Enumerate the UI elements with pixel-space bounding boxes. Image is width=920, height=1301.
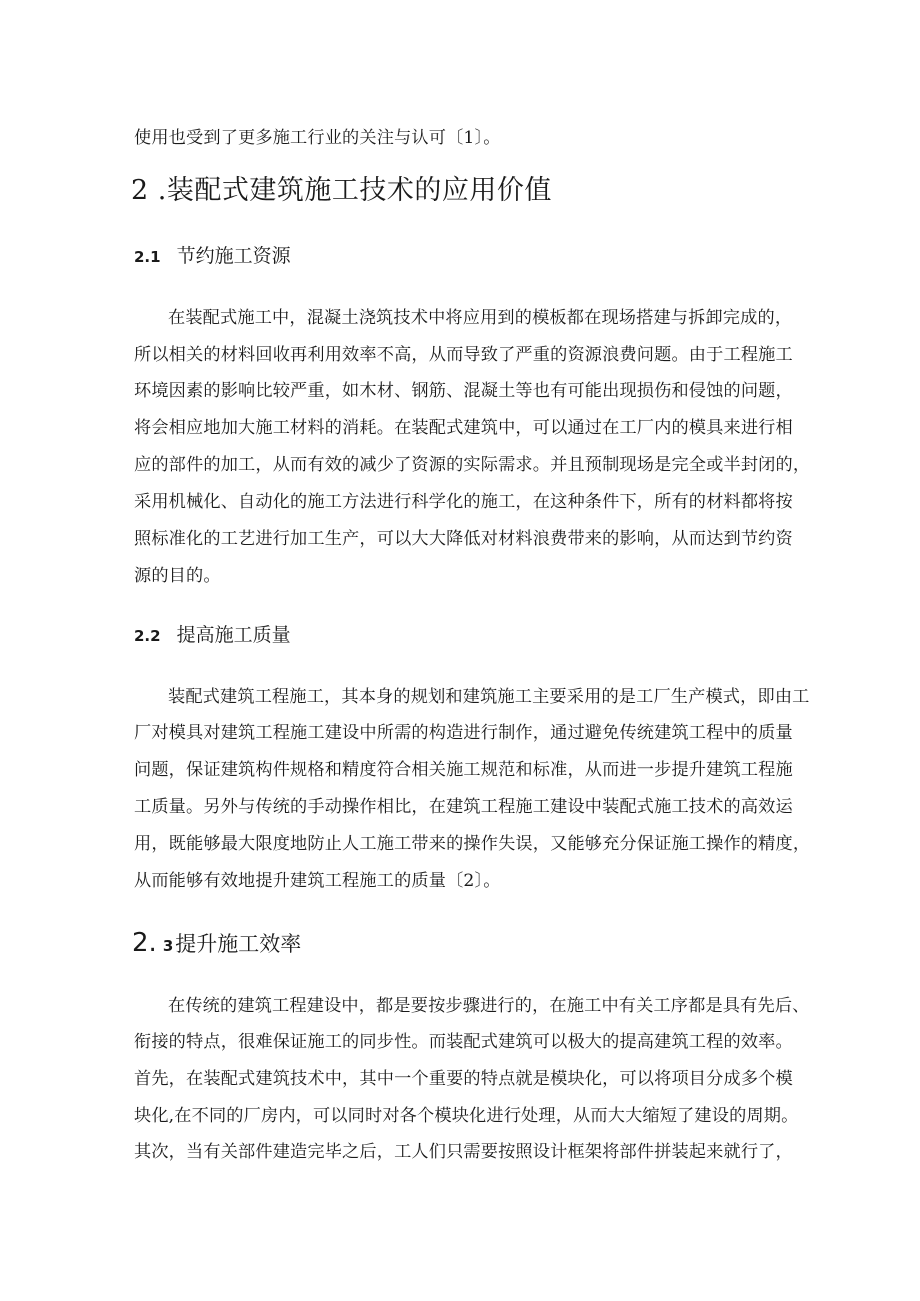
paragraph-line: 从而能够有效地提升建筑工程施工的质量〔2〕。 xyxy=(134,871,501,891)
paragraph-line: 在传统的建筑工程建设中，都是要按步骤进行的，在施工中有关工序都是具有先后、 xyxy=(168,996,810,1016)
paragraph-line: 问题，保证建筑构件规格和精度符合相关施工规范和标准，从而进一步提升建筑工程施 xyxy=(134,760,793,780)
paragraph-line: 厂对模具对建筑工程施工建设中所需的构造进行制作，通过避免传统建筑工程中的质量 xyxy=(134,723,793,743)
paragraph-line: 应的部件的加工，从而有效的减少了资源的实际需求。并且预制现场是完全或半封闭的， xyxy=(134,455,811,475)
subsection-number-suffix: 3 xyxy=(162,937,174,955)
paragraph-line: 使用也受到了更多施工行业的关注与认可〔1〕。 xyxy=(134,128,501,148)
subsection-number: 2.2 xyxy=(134,627,161,645)
paragraph-line: 块化,在不同的厂房内，可以同时对各个模块化进行处理，从而大大缩短了建设的周期。 xyxy=(134,1106,799,1126)
paragraph-line: 将会相应地加大施工材料的消耗。在装配式建筑中，可以通过在工厂内的模具来进行相 xyxy=(134,418,793,438)
subsection-title: 节约施工资源 xyxy=(176,245,291,267)
paragraph-line: 源的目的。 xyxy=(134,566,221,586)
subsection-heading-2-1 xyxy=(134,242,291,271)
subsection-number: 2.1 xyxy=(134,248,161,266)
paragraph-line: 采用机械化、自动化的施工方法进行科学化的施工，在这种条件下，所有的材料都将按 xyxy=(134,492,793,512)
subsection-title: 提升施工效率 xyxy=(175,932,302,956)
paragraph-line: 首先，在装配式建筑技术中，其中一个重要的特点就是模块化，可以将项目分成多个模 xyxy=(134,1069,793,1089)
subsection-number: 2. xyxy=(132,928,157,958)
subsection-heading-2-2 xyxy=(134,621,291,650)
paragraph-line: 其次，当有关部件建造完毕之后，工人们只需要按照设计框架将部件拼装起来就行了， xyxy=(134,1142,793,1162)
paragraph-line: 工质量。另外与传统的手动操作相比，在建筑工程施工建设中装配式施工技术的高效运 xyxy=(134,797,793,817)
paragraph-line: 环境因素的影响比较严重，如木材、钢筋、混凝土等也有可能出现损伤和侵蚀的问题， xyxy=(134,381,793,401)
section-title: 2 .装配式建筑施工技术的应用价值 xyxy=(131,175,552,206)
paragraph-line: 照标准化的工艺进行加工生产，可以大大降低对材料浪费带来的影响，从而达到节约资 xyxy=(134,529,793,549)
paragraph-line: 衔接的特点，很难保证施工的同步性。而装配式建筑可以极大的提高建筑工程的效率。 xyxy=(134,1032,793,1052)
paragraph-line: 所以相关的材料回收再利用效率不高，从而导致了严重的资源浪费问题。由于工程施工 xyxy=(134,345,793,365)
paragraph-line: 用，既能够最大限度地防止人工施工带来的操作失误，又能够充分保证施工操作的精度， xyxy=(134,834,811,854)
paragraph-line: 装配式建筑工程施工，其本身的规划和建筑施工主要采用的是工厂生产模式，即由工 xyxy=(168,687,810,707)
subsection-heading-2-3 xyxy=(132,928,301,961)
subsection-title: 提高施工质量 xyxy=(176,624,291,646)
paragraph-line: 在装配式施工中，混凝土浇筑技术中将应用到的模板都在现场搭建与拆卸完成的， xyxy=(168,308,793,328)
